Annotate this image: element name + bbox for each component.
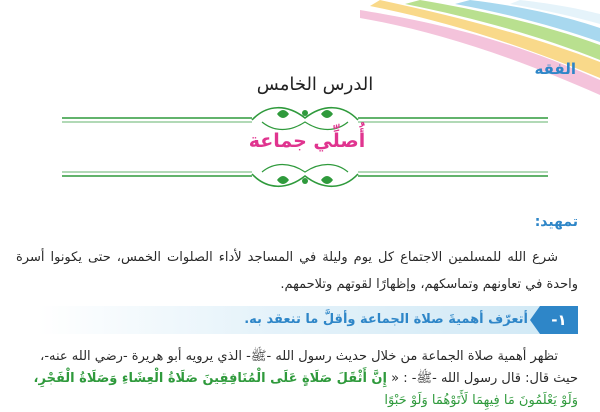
lesson-number: الدرس الخامس — [256, 74, 374, 95]
body-line-1: تظهر أهمية صلاة الجماعة من خلال حديث رسول الله -ﷺ- الذي يرويه أبو هريرة -رضي الله عنه-، — [40, 349, 558, 364]
ornament-divider-bottom — [62, 158, 548, 194]
subject-label: الفقه — [534, 60, 576, 78]
intro-text: شرع الله للمسلمين الاجتماع كل يوم وليلة في المساجد لأداء الصلوات الخمس، حتى يكونوا أسرة واحدة في تعاونهم وتماسكهم، وإظهارًا لقوتهم وتلاحمهم. — [16, 250, 578, 292]
intro-paragraph — [16, 244, 578, 298]
body-line-2 — [16, 368, 578, 390]
lesson-title: أُصلِّي جماعة — [248, 130, 366, 152]
hadith-text: إِنَّ أَثْقَلَ صَلَاةٍ عَلَى الْمُنَافِقِينَ صَلَاةُ الْعِشَاءِ وَصَلَاةُ الْفَجْرِ، — [33, 371, 387, 386]
body-line-3-cut: وَلَوْ يَعْلَمُونَ مَا فِيهِمَا لَأَتَوْهُمَا وَلَوْ حَبْوًا — [384, 393, 578, 408]
section-number: ١- — [540, 306, 578, 334]
body-line-2-prefix: حيث قال: قال رسول الله -ﷺ- : « — [391, 371, 578, 386]
body-paragraph — [16, 346, 578, 408]
section-header-bar — [38, 306, 578, 334]
intro-heading: تمهيد: — [534, 214, 578, 230]
section-title: أتعرّف أهميةَ صلاة الجماعة وأقلَّ ما تنعقد به. — [244, 312, 528, 327]
